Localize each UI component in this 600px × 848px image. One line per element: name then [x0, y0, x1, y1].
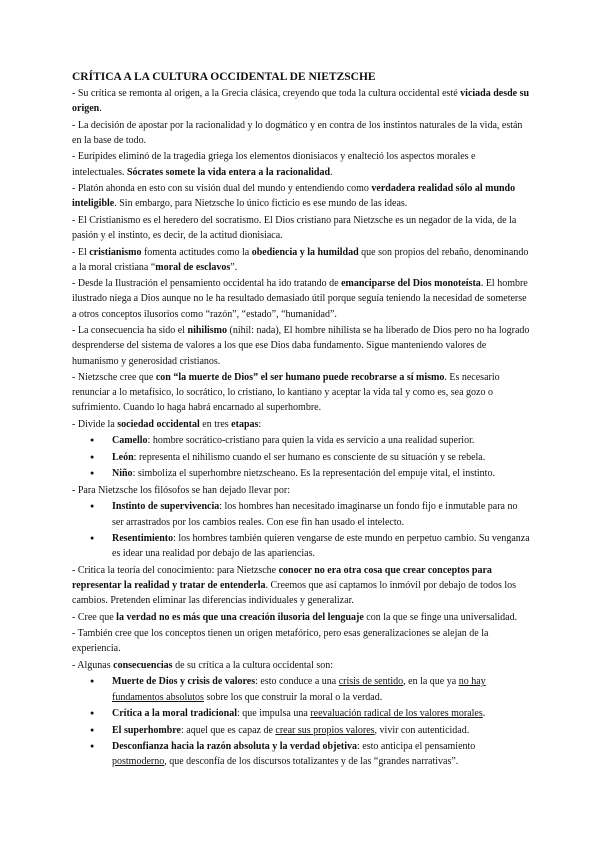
text: : aquel que es capaz de	[181, 724, 276, 736]
paragraph-origen	[72, 86, 530, 116]
paragraph-platon	[72, 181, 530, 211]
text: , que desconfía de los discursos totalizantes y de las “grandes narrativas”.	[164, 756, 459, 768]
paragraph-nihilismo	[72, 323, 530, 369]
paragraph-consecuencias	[72, 658, 530, 673]
bold-text: cristianismo	[89, 246, 142, 258]
paragraph-verdad	[72, 610, 530, 625]
bold-text: consecuencias	[113, 659, 173, 671]
bold-text: sociedad occidental	[117, 418, 200, 430]
bold-text: con “la muerte de Dios” el ser humano puede recobrarse a sí mismo	[155, 372, 445, 384]
bold-text: la verdad no es más que una creación ilusoria del lenguaje	[116, 611, 364, 623]
list-item-nino	[112, 466, 530, 481]
paragraph-moral-esclavos	[72, 245, 530, 275]
bold-text: Muerte de Dios y crisis de valores	[112, 676, 256, 688]
text: Algunas	[77, 659, 114, 671]
paragraph-conocimiento	[72, 563, 530, 609]
text: : hombre socrático-cristiano para quien la vida es servicio a una realidad superior.	[147, 435, 475, 447]
text: : que impulsa una	[236, 708, 311, 720]
text: : esto anticipa el pensamiento	[357, 741, 476, 753]
paragraph-etapas	[72, 417, 530, 432]
underlined-text: no hay fundamentos absolutos	[112, 676, 486, 703]
document-body	[72, 70, 530, 771]
text: sobre los que construir la moral o la verdad.	[203, 691, 383, 703]
paragraph-euripides	[72, 149, 530, 179]
bold-text: El superhombre	[112, 724, 181, 736]
text: : representa el nihilismo cuando el ser humano es consciente de su situación y se rebela.	[133, 451, 486, 463]
text: . Es necesario renunciar a lo metafísico, lo socrático, lo cristiano, lo kantiano y aceptar la vida tal y como es, sea gozo o sufrimiento. Cuando lo haga habrá encarnado al superhombre.	[72, 372, 500, 414]
text: Cree que	[77, 611, 117, 623]
text: en tres	[199, 418, 232, 430]
underlined-text: postmoderno	[112, 756, 165, 768]
bold-text: verdadera realidad sólo al mundo inteligible	[72, 183, 516, 210]
list-item-resentimiento	[112, 531, 530, 561]
list-item-leon	[112, 450, 530, 465]
text: : esto conduce a una	[255, 676, 339, 688]
text: Nietzsche cree que	[77, 372, 156, 384]
list-item-instinto	[112, 499, 530, 529]
text: La consecuencia ha sido el	[77, 325, 188, 337]
document-title: CRÍTICA A LA CULTURA OCCIDENTAL DE NIETZSCHE	[72, 71, 376, 83]
bold-text: León	[112, 451, 134, 463]
list-item-crisis-valores	[112, 674, 530, 704]
bold-text: Desconfianza hacia la razón absoluta y la verdad objetiva	[112, 741, 357, 753]
text: :	[258, 418, 262, 430]
bold-text: Camello	[112, 435, 148, 447]
bold-text: Instinto de supervivencia	[112, 501, 220, 513]
text: (nihil: nada), El hombre nihilista se ha liberado de Dios pero no ha logrado desprenderse del sistema de valores a los que ese Dios daba fundamento. Sigue manteniendo valores de humanismo y generosidad cristianos.	[72, 325, 530, 367]
text: Divide la	[77, 418, 118, 430]
text: .	[330, 166, 333, 178]
underlined-text: crear sus propios valores	[275, 724, 375, 736]
text: fomenta actitudes como la	[141, 246, 252, 258]
list-item-camello	[112, 433, 530, 448]
paragraph-filosofos: - Para Nietzsche los filósofos se han dejado llevar por:	[72, 483, 530, 498]
etapas-list	[72, 433, 530, 481]
paragraph-cristianismo: - El Cristianismo es el heredero del socratismo. El Dios cristiano para Nietzsche es un negador de la vida, de la pasión y el instinto, es decir, de la actitud dionisiaca.	[72, 213, 530, 243]
text: , vivir con autenticidad.	[374, 724, 470, 736]
text: Su crítica se remonta al origen, a la Grecia clásica, creyendo que toda la cultura occidental esté	[77, 88, 461, 99]
bold-text: Resentimiento	[112, 533, 174, 545]
text: .	[482, 708, 486, 720]
bold-text: obediencia y la humildad	[251, 246, 359, 258]
bold-text: nihilismo	[187, 325, 227, 337]
list-item-moral-tradicional	[112, 706, 530, 721]
text: El	[77, 246, 90, 258]
text: , en la que ya	[403, 676, 459, 688]
text: con la que se finge una universalidad.	[363, 611, 518, 623]
bold-text: etapas	[231, 418, 259, 430]
filosofos-list	[72, 499, 530, 561]
text: de su crítica a la cultura occidental son:	[172, 659, 334, 671]
text: ”.	[230, 261, 238, 273]
bold-text: Crítica a la moral tradicional	[112, 708, 237, 720]
text: : los hombres también quieren vengarse de este mundo en perpetuo cambio. Su venganza es idear una realidad por debajo de las apariencias.	[112, 533, 530, 560]
bold-text: Sócrates somete la vida entera a la racionalidad	[126, 166, 331, 178]
paragraph-ilustracion	[72, 276, 530, 322]
paragraph-conceptos: - También cree que los conceptos tienen un origen metafórico, pero esas generalizaciones se alejan de la experiencia.	[72, 626, 530, 656]
text: Platón ahonda en esto con su visión dual del mundo y entendiendo como	[77, 183, 372, 195]
consecuencias-list	[72, 674, 530, 769]
text: Critica la teoría del conocimiento: para Nietzsche	[77, 564, 279, 576]
bold-text: emanciparse del Dios monoteísta	[341, 278, 481, 290]
text: . El hombre ilustrado niega a Dios aunque no le ha resultado demasiado útil porque seguía teniendo la necesidad de someterse a otros conceptos ilusorios como “razón”, “estado”, “humanidad”.	[72, 278, 528, 320]
text: que son propios del rebaño, denominando a la moral cristiana “	[72, 246, 529, 273]
paragraph-racionalidad: - La decisión de apostar por la racionalidad y lo dogmático y en contra de los instintos naturales de la vida, están en la base de todo.	[72, 118, 530, 148]
text: : simboliza el superhombre nietzscheano. Es la representación del empuje vital, el instinto.	[132, 468, 495, 480]
underlined-text: reevaluación radical de los valores morales	[310, 708, 483, 720]
list-item-superhombre	[112, 723, 530, 738]
bold-text: Niño	[112, 468, 133, 480]
bold-text: viciada desde su origen	[72, 88, 530, 115]
text: Eurípides eliminó de la tragedia griega los elementos dionisiacos y enalteció los aspectos morales e intelectuales.	[72, 151, 476, 178]
text: : los hombres han necesitado imaginarse un fondo fijo e inmutable para no ser arrastrados por los cambios reales. Con ese fin han usado el intelecto.	[112, 501, 518, 528]
text: . Sin embargo, para Nietzsche lo único ficticio es ese mundo de las ideas.	[114, 198, 408, 210]
paragraph-muerte-dios	[72, 370, 530, 416]
text: . Creemos que así captamos lo inmóvil por debajo de todos los cambios. Pretenden eliminar las diferencias individuales y generalizar.	[72, 580, 517, 607]
bold-text: conocer no era otra cosa que crear conceptos para representar la realidad y tratar de entenderla	[72, 564, 492, 592]
underlined-text: crisis de sentido	[338, 676, 404, 688]
list-item-desconfianza	[112, 739, 530, 769]
text: .	[99, 103, 102, 115]
text: Desde la Ilustración el pensamiento occidental ha ido tratando de	[77, 278, 342, 290]
bold-text: moral de esclavos	[155, 261, 231, 273]
